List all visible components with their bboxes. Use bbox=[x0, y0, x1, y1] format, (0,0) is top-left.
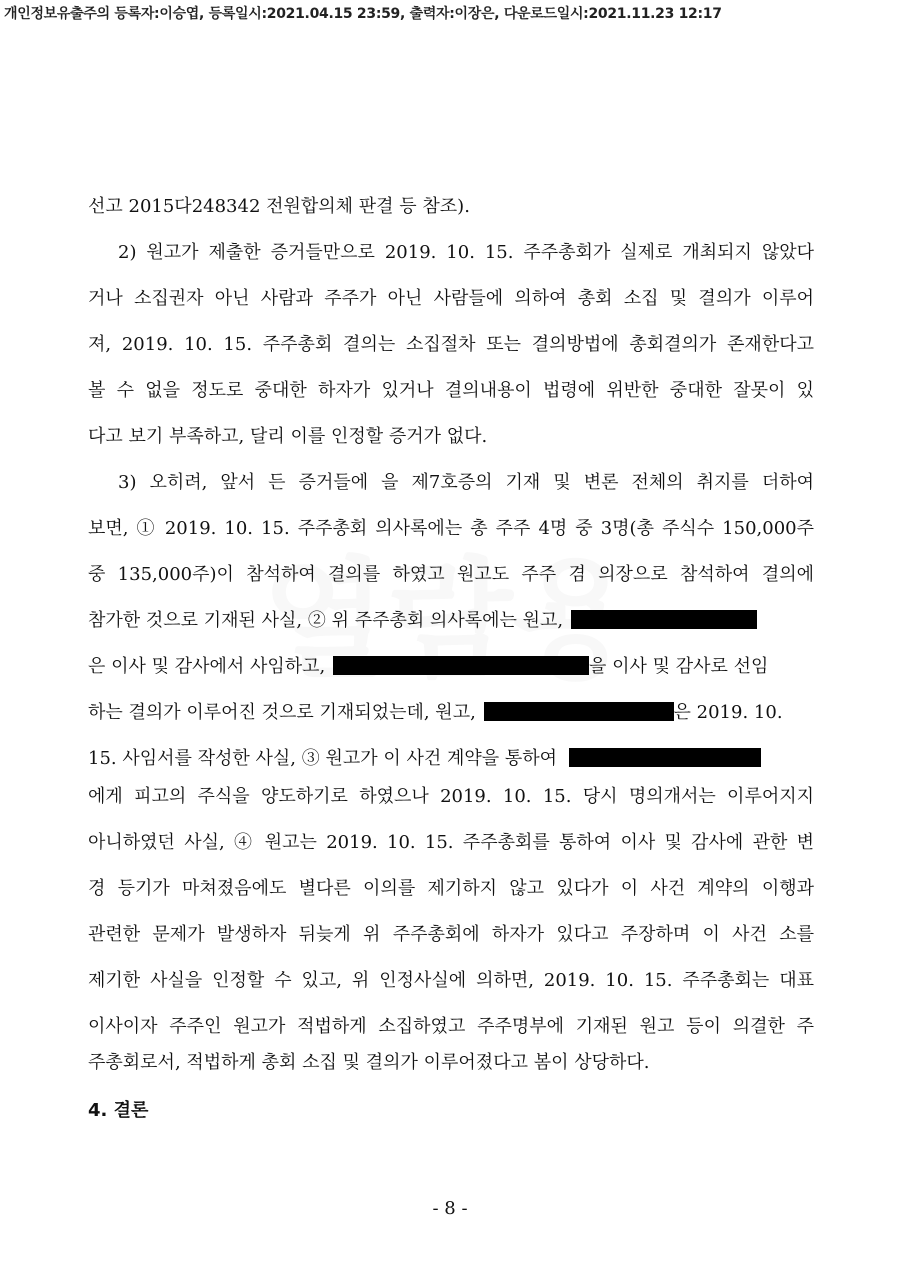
body-line bbox=[88, 700, 814, 726]
body-line: 보면, ① 2019. 10. 15. 주주총회 의사록에는 총 주주 4명 중 3명(총 주식수 150,000주 bbox=[88, 518, 814, 539]
body-line: 주총회로서, 적법하게 총회 소집 및 결의가 이루어졌다고 봄이 상당하다. bbox=[88, 1052, 650, 1073]
line-text: 하는 결의가 이루어진 것으로 기재되었는데, 원고, bbox=[88, 702, 476, 723]
body-line: 이사이자 주주인 원고가 적법하게 소집하였고 주주명부에 기재된 원고 등이 의결한 주 bbox=[88, 1016, 814, 1037]
body-line: 관련한 문제가 발생하자 뒤늦게 위 주주총회에 하자가 있다고 주장하며 이 사건 소를 bbox=[88, 924, 814, 945]
line-text: 을 이사 및 감사로 선임 bbox=[589, 656, 769, 677]
redaction-block bbox=[333, 656, 589, 675]
body-line bbox=[88, 654, 814, 680]
line-text: 참가한 것으로 기재된 사실, ② 위 주주총회 의사록에는 원고, bbox=[88, 610, 564, 631]
body-line: 3) 오히려, 앞서 든 증거들에 을 제7호증의 기재 및 변론 전체의 취지를 더하여 bbox=[118, 472, 814, 493]
line-text: 은 이사 및 감사에서 사임하고, bbox=[88, 656, 326, 677]
body-line: 아니하였던 사실, ④ 원고는 2019. 10. 15. 주주총회를 통하여 이사 및 감사에 관한 변 bbox=[88, 832, 814, 853]
line-text: 은 2019. 10. bbox=[673, 702, 783, 723]
body-line: 경 등기가 마쳐졌음에도 별다른 이의를 제기하지 않고 있다가 이 사건 계약의 이행과 bbox=[88, 878, 814, 899]
redaction-block bbox=[484, 702, 674, 721]
line-text: 15. 사임서를 작성한 사실, ③ 원고가 이 사건 계약을 통하여 bbox=[88, 748, 557, 769]
body-line: 제기한 사실을 인정할 수 있고, 위 인정사실에 의하면, 2019. 10. 15. 주주총회는 대표 bbox=[88, 970, 814, 991]
body-line: 볼 수 없을 정도로 중대한 하자가 있거나 결의내용이 법령에 위반한 중대한 잘못이 있 bbox=[88, 380, 814, 401]
section-heading: 4. 결론 bbox=[88, 1100, 149, 1121]
redaction-block bbox=[571, 610, 757, 629]
body-line: 거나 소집권자 아닌 사람과 주주가 아닌 사람들에 의하여 총회 소집 및 결의가 이루어 bbox=[88, 288, 814, 309]
body-line: 선고 2015다248342 전원합의체 판결 등 참조). bbox=[88, 196, 470, 217]
body-line bbox=[88, 608, 814, 634]
redaction-block bbox=[569, 748, 761, 767]
body-line: 에게 피고의 주식을 양도하기로 하였으나 2019. 10. 15. 당시 명의개서는 이루어지지 bbox=[88, 786, 814, 807]
body-line: 져, 2019. 10. 15. 주주총회 결의는 소집절차 또는 결의방법에 총회결의가 존재한다고 bbox=[88, 334, 814, 355]
page-number: - 8 - bbox=[432, 1198, 468, 1219]
body-line: 2) 원고가 제출한 증거들만으로 2019. 10. 15. 주주총회가 실제로 개최되지 않았다 bbox=[118, 242, 814, 263]
body-line: 다고 보기 부족하고, 달리 이를 인정할 증거가 없다. bbox=[88, 426, 488, 447]
body-line bbox=[88, 746, 814, 772]
body-line: 중 135,000주)이 참석하여 결의를 하였고 원고도 주주 겸 의장으로 참석하여 결의에 bbox=[88, 564, 814, 585]
download-header: 개인정보유출주의 등록자:이승엽, 등록일시:2021.04.15 23:59, 출력자:이장은, 다운로드일시:2021.11.23 12:17 bbox=[4, 6, 722, 22]
